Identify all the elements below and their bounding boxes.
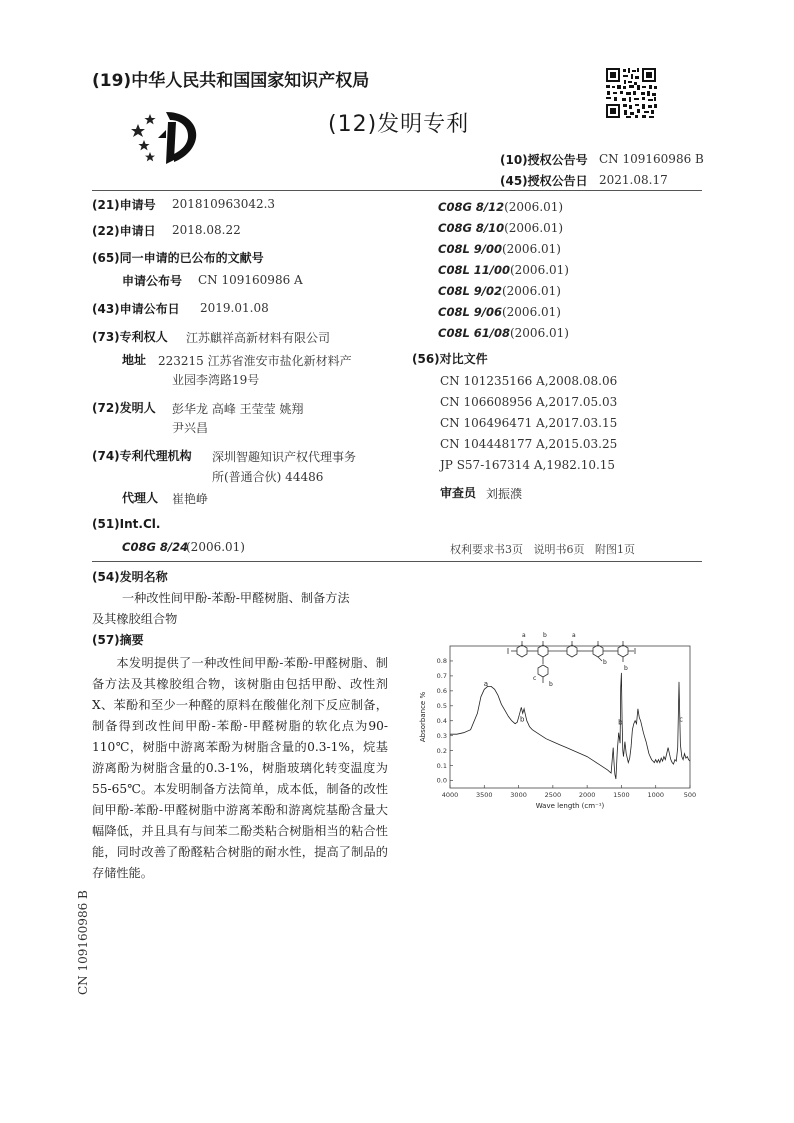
pub-date-label: (43)申请公布日 <box>92 302 180 316</box>
agent: 崔艳峥 <box>172 492 209 506</box>
chart-axes <box>419 646 696 810</box>
cited-item: CN 101235166 A,2008.08.06 <box>440 374 618 388</box>
ipc-version: (2006.01) <box>509 326 569 340</box>
examiner: 刘振濮 <box>486 487 523 501</box>
structure-label: a <box>522 632 526 639</box>
spectrum-line <box>450 673 690 779</box>
y-tick-label: 0.7 <box>436 672 447 681</box>
y-tick-label: 0.4 <box>436 716 447 725</box>
header-divider <box>92 190 702 191</box>
page-counts: 权利要求书3页 说明书6页 附图1页 <box>450 543 635 556</box>
ipc-item <box>438 217 569 238</box>
x-tick-label: 1000 <box>647 791 664 799</box>
structure-label: b <box>603 659 607 666</box>
ipc-code: C08L 9/06 <box>438 305 502 319</box>
x-tick-label: 2000 <box>578 791 596 799</box>
patentee-label: (73)专利权人 <box>92 330 168 344</box>
abstract-text: 本发明提供了一种改性间甲酚-苯酚-甲醛树脂、制备方法及其橡胶组合物，该树脂由包括甲酚、改性剂X、苯酚和至少一种醛的原料在酸催化剂下反应制备，制备得到改性间甲酚-苯酚-甲醛树脂的软化点为90-110℃，树脂中游离苯酚为树脂含量的0.3-1%，烷基游离酚为树脂含量的0.3-1%，树脂玻璃化转变温度为55-65℃。本发明制备方法简单，成本低，制备的改性间甲酚-苯酚-甲醛树脂中游离苯酚和游离烷基酚含量大幅降低，并且具有与间苯二酚类粘合树脂相当的粘合性能，同时改善了酚醛粘合树脂的耐水性，提高了制品的存储性能。 <box>92 656 388 880</box>
ipc-code: C08G 8/10 <box>438 221 505 235</box>
agency-line2: 所(普通合伙) 44486 <box>212 470 324 484</box>
x-tick-label: 500 <box>683 791 697 799</box>
y-axis-label: Absorbance % <box>419 691 427 743</box>
cited-item: JP S57-167314 A,1982.10.15 <box>440 458 616 472</box>
y-tick-label: 0.8 <box>436 657 447 666</box>
plot-frame <box>450 646 690 788</box>
x-tick-label: 3500 <box>476 791 493 799</box>
y-tick-label: 0.3 <box>436 731 447 740</box>
ipc-code: C08L 9/00 <box>438 242 502 256</box>
peak-annotation: c <box>679 715 684 724</box>
ipc-version: (2006.01) <box>509 263 569 277</box>
inventors-line2: 尹兴昌 <box>172 421 209 435</box>
pub-no-label: 申请公布号 <box>122 274 183 288</box>
x-tick-label: 3000 <box>510 791 527 799</box>
cited-item: CN 106608956 A,2017.05.03 <box>440 395 618 409</box>
agency-label: (74)专利代理机构 <box>92 449 192 463</box>
ipc-item <box>438 301 569 322</box>
pub-no: CN 109160986 A <box>198 273 303 287</box>
inventor-label: (72)发明人 <box>92 401 156 415</box>
ipc-item <box>438 238 569 259</box>
ipc-item <box>438 322 569 343</box>
intcl-version: (2006.01) <box>186 540 245 554</box>
abstract-body <box>92 653 388 884</box>
address-label: 地址 <box>122 353 147 367</box>
chart-plot-area <box>450 673 690 779</box>
ipc-version: (2006.01) <box>504 200 564 214</box>
side-document-number: CN 109160986 B <box>76 890 90 995</box>
abstract-label: (57)摘要 <box>92 633 144 647</box>
ipc-code: C08L 11/00 <box>438 263 510 277</box>
invention-title-line2: 及其橡胶组合物 <box>92 612 178 626</box>
ftir-spectrum-chart <box>405 628 705 813</box>
app-no-label: (21)申请号 <box>92 198 156 212</box>
cited-list <box>440 371 617 476</box>
grant-pub-no-label: (10)授权公告号 <box>500 153 588 167</box>
examiner-label: 审查员 <box>440 486 477 500</box>
structure-label: c <box>533 675 537 682</box>
app-date-label: (22)申请日 <box>92 224 156 238</box>
grant-date-label: (45)授权公告日 <box>500 174 588 188</box>
ipc-version: (2006.01) <box>501 284 561 298</box>
pub-date: 2019.01.08 <box>200 301 269 315</box>
ipc-code: C08L 61/08 <box>438 326 510 340</box>
y-tick-label: 0.5 <box>436 701 447 710</box>
intcl-label: (51)Int.Cl. <box>92 517 161 531</box>
cited-item: CN 106496471 A,2017.03.15 <box>440 416 618 430</box>
ipc-item <box>438 196 569 217</box>
app-no: 201810963042.3 <box>172 197 276 211</box>
peak-annotation: a <box>483 679 489 688</box>
y-tick-label: 0.0 <box>436 776 447 785</box>
ipc-code: C08G 8/12 <box>438 200 505 214</box>
address-line1: 223215 江苏省淮安市盐化新材料产 <box>158 354 352 368</box>
ipc-item <box>438 259 569 280</box>
address-line2: 业园李湾路19号 <box>172 373 260 387</box>
y-tick-label: 0.2 <box>436 746 447 755</box>
y-tick-label: 0.6 <box>436 687 447 696</box>
qr-code-icon <box>604 66 658 120</box>
peak-annotation: b <box>520 715 525 724</box>
x-tick-label: 2500 <box>544 791 562 799</box>
structure-label: b <box>549 681 553 688</box>
x-axis-label: Wave length (cm⁻¹) <box>535 802 605 810</box>
intcl-code: C08G 8/24 <box>122 540 189 554</box>
patentee: 江苏麒祥高新材料有限公司 <box>186 331 331 345</box>
section-divider <box>92 561 702 562</box>
peak-annotation: b <box>618 718 623 727</box>
prior-pub-label: (65)同一申请的已公布的文献号 <box>92 251 264 265</box>
agency-line1: 深圳智趣知识产权代理事务 <box>212 450 357 464</box>
cited-label: (56)对比文件 <box>412 352 488 366</box>
structure-label: a <box>572 632 576 639</box>
y-tick-label: 0.1 <box>436 761 447 770</box>
ipc-version: (2006.01) <box>501 242 561 256</box>
document-type: (12)发明专利 <box>328 112 470 137</box>
x-tick-label: 4000 <box>441 791 459 799</box>
ipc-code: C08L 9/02 <box>438 284 502 298</box>
agent-label: 代理人 <box>122 491 159 505</box>
ipc-version: (2006.01) <box>504 221 564 235</box>
ipc-item <box>438 280 569 301</box>
invention-title-line1: 一种改性间甲酚-苯酚-甲醛树脂、制备方法 <box>122 591 350 605</box>
structure-label: b <box>624 665 628 672</box>
cnipa-logo-icon <box>130 108 210 168</box>
ipc-version: (2006.01) <box>501 305 561 319</box>
ipc-list <box>438 196 569 343</box>
inventors-line1: 彭华龙 高峰 王莹莹 姚翔 <box>172 402 304 416</box>
structure-label: b <box>543 632 547 639</box>
chemical-structure-diagram <box>508 632 635 688</box>
grant-pub-no: CN 109160986 B <box>599 152 704 166</box>
grant-date: 2021.08.17 <box>599 173 668 187</box>
office-name: (19)中华人民共和国国家知识产权局 <box>92 71 370 91</box>
x-tick-label: 1500 <box>613 791 630 799</box>
app-date: 2018.08.22 <box>172 223 241 237</box>
cited-item: CN 104448177 A,2015.03.25 <box>440 437 618 451</box>
invention-title-label: (54)发明名称 <box>92 570 168 584</box>
